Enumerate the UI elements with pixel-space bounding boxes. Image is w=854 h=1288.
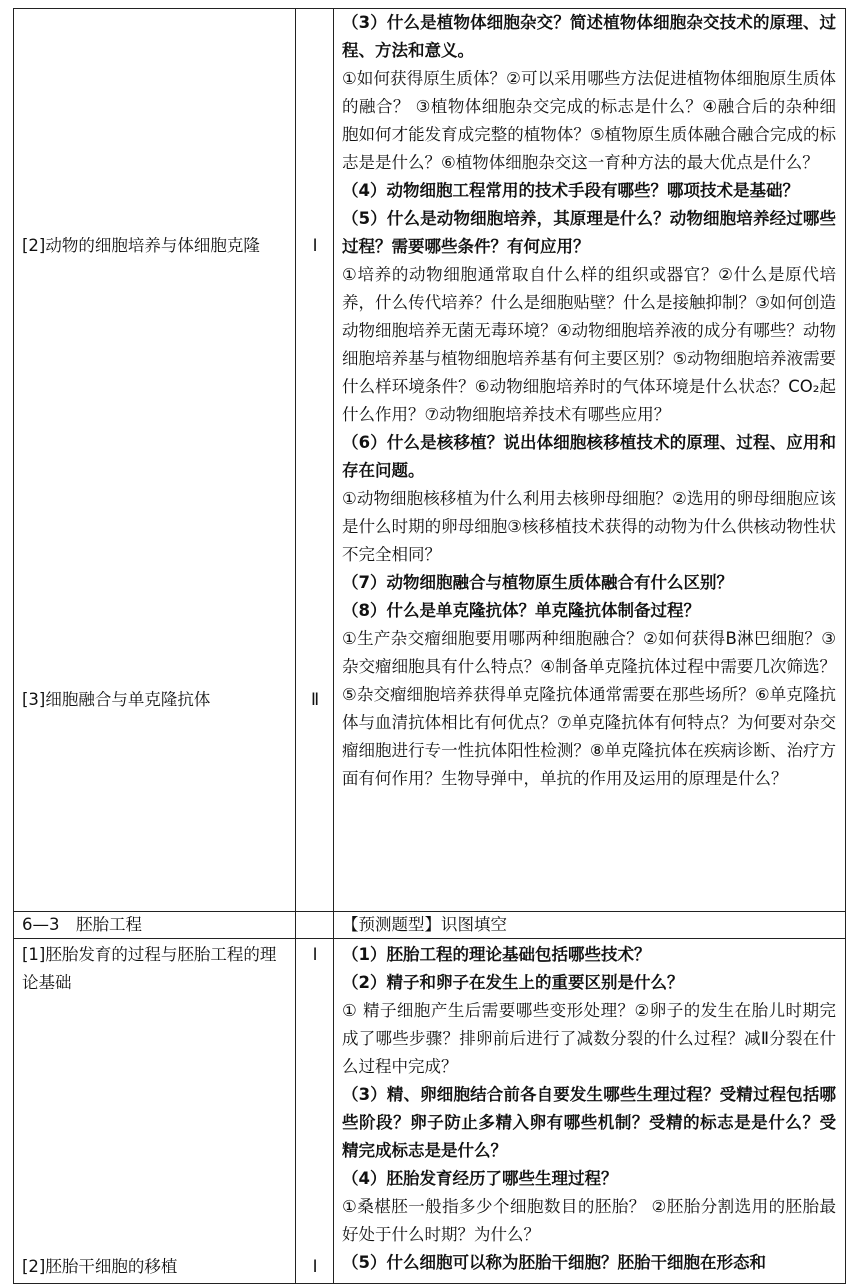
topic-embryo-development: [1]胚胎发育的过程与胚胎工程的理论基础	[22, 945, 277, 992]
question-4-details: ①桑椹胚一般指多少个细胞数目的胚胎？ ②胚胎分割选用的胚胎最好处于什么时期？为什么？	[342, 1197, 836, 1244]
question-5-details: ①培养的动物细胞通常取自什么样的组织或器官？②什么是原代培养，什么传代培养？什么是细胞贴壁？什么是接触抑制？③如何创造动物细胞培养无菌无毒环境？④动物细胞培养液的成分有哪些？动物细胞培养基与植物细胞培养基有何主要区别？⑤动物细胞培养液需要什么样环境条件？⑥动物细胞培养时的气体环境是什么状态？CO₂起什么作用？⑦动物细胞培养技术有哪些应用？	[342, 265, 836, 424]
question-2-details: ① 精子细胞产生后需要哪些变形处理？②卵子的发生在胎儿时期完成了哪些步骤？排卵前后进行了减数分裂的什么过程？减Ⅱ分裂在什么过程中完成？	[342, 1001, 836, 1076]
column-divider-2	[333, 8, 334, 1284]
question-3-plant-hybridization: （3）什么是植物体细胞杂交？简述植物体细胞杂交技术的原理、过程、方法和意义。	[342, 13, 836, 60]
question-5-stem-cells: （5）什么细胞可以称为胚胎干细胞？胚胎干细胞在形态和	[342, 1253, 766, 1272]
question-8-monoclonal-antibody: （8）什么是单克隆抗体？单克隆抗体制备过程？	[342, 601, 700, 620]
topic-embryonic-stem-cell: [2]胚胎干细胞的移植	[22, 1257, 178, 1276]
question-4-animal-techniques: （4）动物细胞工程常用的技术手段有哪些？哪项技术是基础？	[342, 181, 799, 200]
section-title: 6—3 胚胎工程	[22, 915, 142, 934]
level-embryo-development: Ⅰ	[312, 945, 318, 964]
question-7-fusion-difference: （7）动物细胞融合与植物原生质体融合有什么区别？	[342, 573, 733, 592]
question-8-details: ①生产杂交瘤细胞要用哪两种细胞融合？②如何获得B淋巴细胞？③杂交瘤细胞具有什么特点？④制备单克隆抗体过程中需要几次筛选？⑤杂交瘤细胞培养获得单克隆抗体通常需要在那些场所？⑥单克隆抗体与血清抗体相比有何优点？⑦单克隆抗体有何特点？为何要对杂交瘤细胞进行专一性抗体阳性检测？⑧单克隆抗体在疾病诊断、治疗方面有何作用？生物导弹中，单抗的作用及运用的原理是什么？	[342, 629, 836, 788]
level-cell-fusion-monoclonal: Ⅱ	[310, 690, 320, 709]
question-5-animal-cell-culture: （5）什么是动物细胞培养，其原理是什么？动物细胞培养经过哪些过程？需要哪些条件？有何应用？	[342, 209, 836, 256]
question-6-nuclear-transfer: （6）什么是核移植？说出体细胞核移植技术的原理、过程、应用和存在问题。	[342, 433, 836, 480]
table-left-border	[13, 8, 14, 1284]
table-right-border	[845, 8, 846, 1284]
question-3-fertilization: （3）精、卵细胞结合前各自要发生哪些生理过程？受精过程包括哪些阶段？卵子防止多精入卵有哪些机制？受精的标志是是什么？受精完成标志是是什么？	[342, 1085, 836, 1160]
level-animal-cell-culture: Ⅰ	[312, 236, 318, 255]
level-embryonic-stem-cell: Ⅰ	[312, 1257, 318, 1276]
table-bottom-border	[13, 1283, 846, 1284]
topic-cell-fusion-monoclonal: [3]细胞融合与单克隆抗体	[22, 690, 211, 709]
question-3-details: ①如何获得原生质体？②可以采用哪些方法促进植物体细胞原生质体的融合？ ③植物体细胞杂交完成的标志是什么？④融合后的杂种细胞如何才能发育成完整的植物体？⑤植物原生质体融合融合完成的标志是是什么？⑥植物体细胞杂交这一育种方法的最大优点是什么？	[342, 69, 836, 172]
upper-questions	[342, 9, 836, 793]
topic-animal-cell-culture: [2]动物的细胞培养与体细胞克隆	[22, 236, 260, 255]
lower-questions	[342, 941, 836, 1277]
question-4-embryo-stages: （4）胚胎发育经历了哪些生理过程？	[342, 1169, 618, 1188]
column-divider-1	[295, 8, 296, 1284]
question-6-details: ①动物细胞核移植为什么利用去核卵母细胞？②选用的卵母细胞应该是什么时期的卵母细胞③核移植技术获得的动物为什么供核动物性状不完全相同？	[342, 489, 836, 564]
section-question-type: 【预测题型】识图填空	[342, 915, 507, 934]
question-1-embryo-basis: （1）胚胎工程的理论基础包括哪些技术？	[342, 945, 651, 964]
question-2-sperm-egg: （2）精子和卵子在发生上的重要区别是什么？	[342, 973, 684, 992]
